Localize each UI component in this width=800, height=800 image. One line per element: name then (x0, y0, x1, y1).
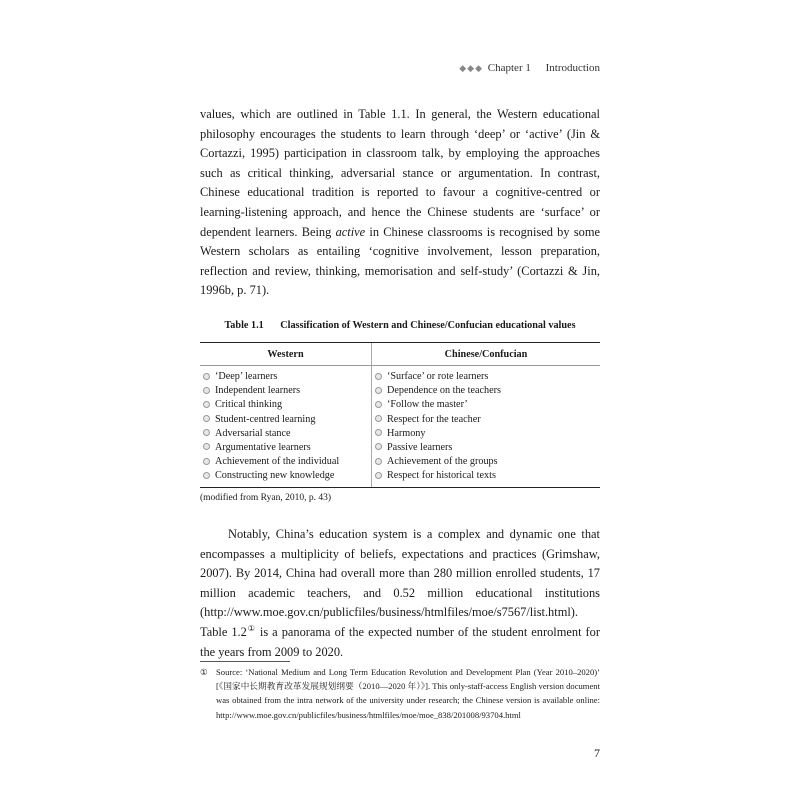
list-item (203, 398, 371, 412)
table-caption (200, 320, 600, 331)
chapter-title: Introduction (545, 62, 600, 74)
item-text: Argumentative learners (215, 441, 311, 453)
paragraph-text: in Chinese classrooms is recognised by some Western scholars as entailing ‘cognitive involvement, lesson preparation, reflection and review, thinking, memorisation and self-study’ (Cortazzi & Jin, 1996b, p. 71). (200, 224, 600, 298)
table-source-note: (modified from Ryan, 2010, p. 43) (200, 493, 332, 503)
footnote-divider (200, 661, 290, 662)
circle-bullet-icon (375, 401, 382, 408)
circle-bullet-icon (203, 472, 210, 479)
circle-bullet-icon (203, 387, 210, 394)
circle-bullet-icon (203, 458, 210, 465)
footnote (200, 665, 600, 722)
list-item (375, 370, 600, 384)
list-item (375, 413, 600, 427)
circle-bullet-icon (375, 387, 382, 394)
column-header-chinese: Chinese/Confucian (372, 343, 601, 366)
circle-bullet-icon (375, 429, 382, 436)
list-item (203, 370, 371, 384)
list-item (375, 384, 600, 398)
body-paragraph-1 (200, 105, 600, 301)
footnote-marker: ① (200, 667, 208, 677)
circle-bullet-icon (203, 443, 210, 450)
circle-bullet-icon (203, 373, 210, 380)
item-text: Dependence on the teachers (387, 385, 501, 397)
book-page (200, 0, 600, 800)
item-text: ‘Surface’ or rote learners (387, 371, 489, 382)
paragraph-text: values, which are outlined in Table 1.1. In general, the Western educational philosophy encourages the students to learn through ‘deep’ or ‘active’ (Jin & Cortazzi, 1995) participation in classroom talk, by employing the approaches such as critical thinking, adversarial stance or argumentation. In contrast, Chinese educational tradition is reported to favour a cognitive-centred or learning-listening approach, and hence the Chinese students are ‘surface’ or dependent learners. Being (200, 107, 600, 239)
item-text: Achievement of the individual (215, 456, 340, 468)
values-table (200, 342, 600, 488)
item-text: Passive learners (387, 441, 453, 453)
emphasis-text: active (335, 224, 366, 239)
paragraph-text: is a panorama of the expected number of the student enrolment for the years from 2009 to 2020. (200, 624, 600, 659)
table-header-row (200, 343, 600, 366)
circle-bullet-icon (203, 415, 210, 422)
list-item (375, 441, 600, 455)
list-item (375, 469, 600, 483)
chapter-number: Chapter 1 (487, 62, 531, 74)
western-values-cell (200, 366, 372, 487)
page-number: 7 (594, 746, 600, 760)
item-text: Critical thinking (215, 399, 283, 411)
item-text: ‘Follow the master’ (387, 399, 468, 411)
list-item (203, 441, 371, 455)
item-text: Achievement of the groups (387, 456, 498, 468)
list-item (203, 469, 371, 483)
column-header-western: Western (200, 343, 372, 366)
item-text: ‘Deep’ learners (215, 371, 278, 382)
circle-bullet-icon (203, 429, 210, 436)
item-text: Respect for the teacher (387, 413, 481, 425)
list-item (375, 427, 600, 441)
table-number: Table 1.1 (224, 320, 264, 331)
diamond-ornament-icon: ◆◆◆ (459, 63, 484, 73)
item-text: Independent learners (215, 385, 301, 397)
paragraph-text: Notably, China’s education system is a complex and dynamic one that encompasses a multiplicity of beliefs, expectations and practices (Grimshaw, 2007). By 2014, China had overall more than 280 million enrolled students, 17 million academic teachers, and 0.52 million educational institutions (http://www.moe.gov.cn/publicfiles/business/htmlfiles/moe/s7567/list.html). Table 1.2 (200, 527, 600, 639)
body-paragraph-2 (200, 525, 600, 662)
item-text: Student-centred learning (215, 413, 316, 425)
list-item (375, 455, 600, 469)
item-text: Adversarial stance (215, 427, 291, 439)
table-title: Classification of Western and Chinese/Confucian educational values (280, 320, 576, 331)
circle-bullet-icon (375, 472, 382, 479)
circle-bullet-icon (375, 415, 382, 422)
list-item (203, 455, 371, 469)
list-item (203, 427, 371, 441)
list-item (203, 384, 371, 398)
footnote-reference[interactable]: ① (246, 623, 256, 633)
list-item (375, 398, 600, 412)
circle-bullet-icon (203, 401, 210, 408)
chinese-values-cell (372, 366, 601, 487)
circle-bullet-icon (375, 373, 382, 380)
item-text: Constructing new knowledge (215, 470, 335, 482)
running-head (459, 62, 600, 74)
item-text: Respect for historical texts (387, 470, 496, 482)
table-row (200, 366, 600, 487)
item-text: Harmony (387, 427, 426, 439)
list-item (203, 413, 371, 427)
circle-bullet-icon (375, 458, 382, 465)
circle-bullet-icon (375, 443, 382, 450)
footnote-text: Source: ‘National Medium and Long Term Education Revolution and Development Plan (Year 2010–2020)’ [《国家中长期教育改革发展规划纲要（2010—2020 年）》]. This only-staff-access English version document was obtained from the intra network of the university under research; the Chinese version is available online: http://www.moe.gov.cn/publicfiles/business/htmlfiles/moe/moe_838/201008/93704.html (216, 667, 600, 720)
